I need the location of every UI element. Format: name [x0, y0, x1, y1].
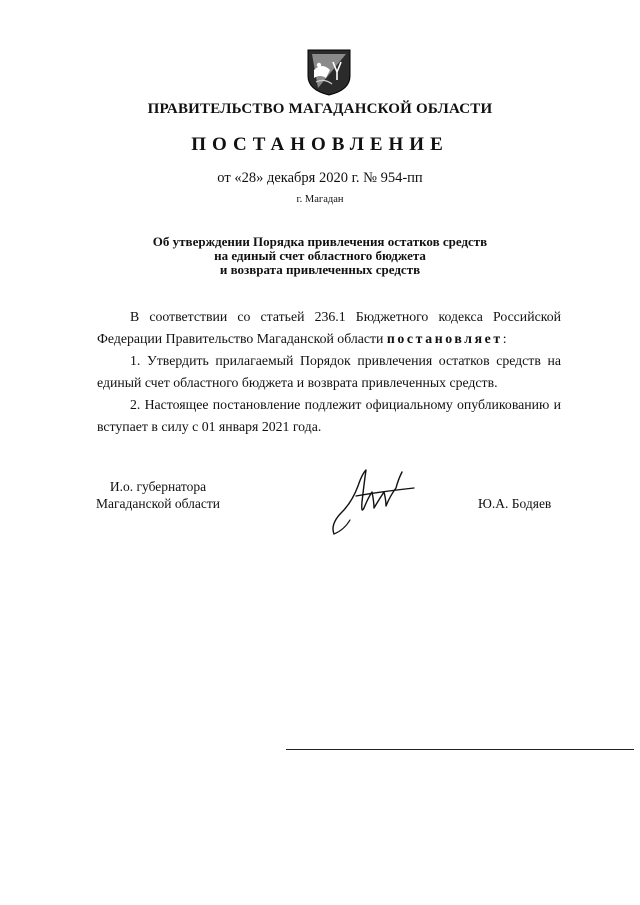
document-type: ПОСТАНОВЛЕНИЕ	[191, 134, 449, 155]
signatory-title-line: Магаданской области	[96, 496, 220, 511]
bottom-divider	[286, 749, 634, 750]
subject-line: Об утверждении Порядка привлечения остатков средств	[152, 234, 488, 249]
signatory-title	[96, 478, 220, 512]
coat-of-arms-icon	[306, 48, 352, 96]
preamble-colon: :	[502, 331, 507, 346]
document-body	[97, 306, 561, 438]
item-1-paragraph: 1. Утвердить прилагаемый Порядок привлечения остатков средств на единый счет областного бюджета и возврата привлеченных средств.	[97, 353, 561, 390]
item-2-paragraph: 2. Настоящее постановление подлежит официальному опубликованию и вступает в силу с 01 января 2021 года.	[97, 397, 561, 434]
signatory-name: Ю.А. Бодяев	[478, 496, 552, 511]
document-date-number: от «28» декабря 2020 г. № 954-пп	[217, 170, 423, 186]
handwritten-signature-icon	[328, 462, 422, 538]
government-title: ПРАВИТЕЛЬСТВО МАГАДАНСКОЙ ОБЛАСТИ	[147, 101, 493, 117]
document-subject	[0, 235, 640, 277]
preamble-paragraph	[97, 306, 561, 350]
subject-line: на единый счет областного бюджета	[214, 248, 426, 263]
preamble-text: В соответствии со статьей 236.1 Бюджетного кодекса Российской Федерации Правительство Магаданской области	[97, 309, 561, 346]
signatory-title-line: И.о. губернатора	[109, 479, 207, 494]
subject-line: и возврата привлеченных средств	[219, 262, 421, 277]
decree-word: постановляет	[386, 331, 503, 346]
document-city: г. Магадан	[296, 194, 344, 205]
